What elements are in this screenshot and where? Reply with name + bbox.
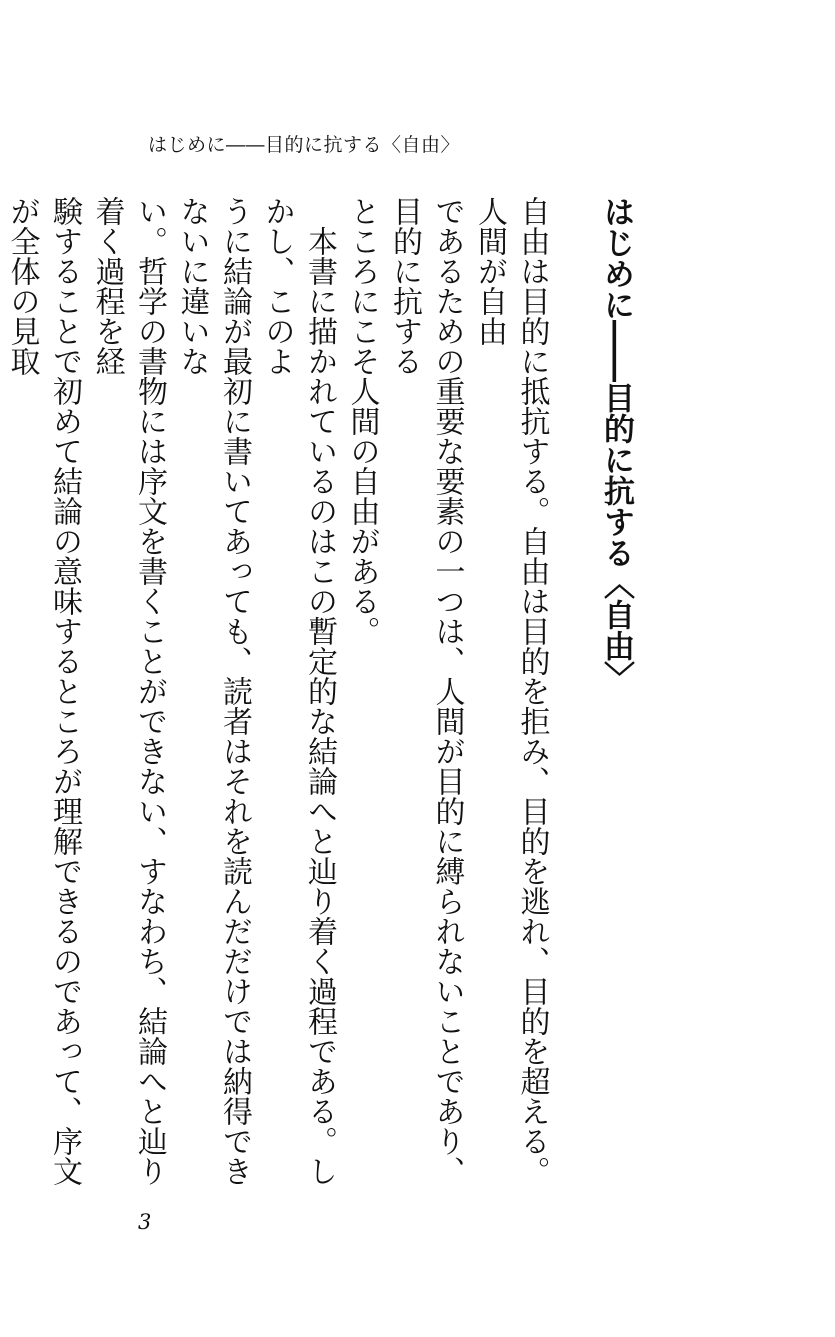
page-number: 3	[138, 1210, 152, 1234]
paragraph-2: 本書に描かれているのはこの暫定的な結論へと辿り着く過程である。しかし、このよ うに結論が最初に書いてあっても、読者はそれを読んだだけでは納得できないに違いな い。哲学の書物には序文を書くことができない、すなわち、結論へと辿り着く過程を経 験することで初めて結論の意味するところが理解できるのであって、序文が全体の見取	[4, 196, 337, 1186]
running-head: はじめに――目的に抗する〈自由〉	[148, 134, 461, 156]
chapter-title: はじめに――目的に抗する〈自由〉	[598, 196, 634, 692]
paragraph-1: 自由は目的に抵抗する。自由は目的を拒み、目的を逃れ、目的を超える。人間が自由 であるための重要な要素の一つは、人間が目的に縛られないことであり、目的に抗する ところにこそ人間の自由がある。	[344, 196, 550, 1186]
main-text	[0, 196, 637, 1196]
